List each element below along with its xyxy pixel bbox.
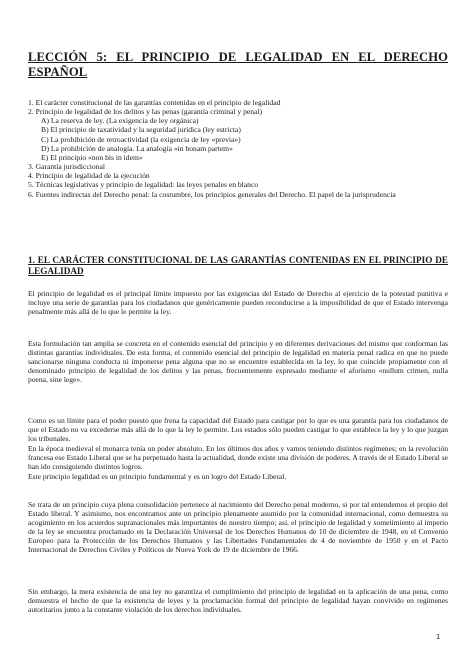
body-paragraph: En la época medieval el monarca tenía un poder absoluto. En los últimos dos años y vamos teniendo distintos regímenes; en la revolución francesa ese Estado Liberal que se ha perpetuado hasta la actualidad, donde existe una división de poderes. A través de el Estado Liberal se han ido consiguiendo distintos logros. — [28, 444, 448, 472]
body-paragraph: Este principio legalidad es un principio fundamental y es un logro del Estado Liberal. — [28, 472, 287, 481]
toc-subitem: D) La prohibición de analogía. La analogía «in bonam partem» — [41, 143, 233, 153]
toc-item: 5. Técnicas legislativas y principio de legalidad: las leyes penales en blanco — [28, 180, 259, 190]
toc-item: 2. Principio de legalidad de los delitos y las penas (garantía criminal y penal) — [28, 107, 263, 117]
toc-item: 6. Fuentes indirectas del Derecho penal: la costumbre, los principios generales del Derecho. El papel de la jurisprudencia — [28, 189, 396, 199]
toc-item: 3. Garantía jurisdiccional — [28, 162, 105, 172]
toc-subitem: B) El principio de taxatividad y la seguridad jurídica (ley estricta) — [41, 125, 241, 135]
section-heading: 1. EL CARÁCTER CONSTITUCIONAL DE LAS GARANTÍAS CONTENIDAS EN EL PRINCIPIO DE LEGALIDAD — [28, 255, 448, 276]
toc-subitem: E) El principio «non bis in idem» — [41, 152, 143, 162]
toc-subitem: C) La prohibición de retroactividad (la exigencia de ley «previa») — [41, 134, 241, 144]
toc-item: 4. Principio de legalidad de la ejecución — [28, 171, 150, 181]
toc-subitem: A) La reserva de ley. (La exigencia de ley orgánica) — [41, 116, 199, 126]
body-paragraph: El principio de legalidad es el principal límite impuesto por las exigencias del Estado de Derecho al ejercicio de la potestad punitiva e incluye una serie de garantías para los ciudadanos que genéricamente pueden reconducirse a la imposibilidad de que el Estado intervenga penalmente más allá de lo que le permite la ley. — [28, 289, 448, 317]
body-paragraph: Sin embargo, la mera existencia de una ley no garantiza el cumplimiento del principio de legalidad en la aplicación de una pena, como demuestra el hecho de que la existencia de leyes y la proclamación formal del principio de legalidad hayan convivido en regímenes autoritarios junto a la constante violación de los derechos individuales. — [28, 587, 448, 615]
table-of-contents — [28, 98, 448, 199]
body-paragraph: Como es un límite para el poder puesto que frena la capacidad del Estado para castigar por lo que es una garantía para los ciudadanos de que el Estado no va excederse más allá de lo que la ley le permite. Los estados sólo pueden castigar lo que establece la ley y lo que juzgan los tribunales. — [28, 416, 448, 444]
toc-item: 1. El carácter constitucional de las garantías contenidas en el principio de legalidad — [28, 98, 281, 107]
lesson-title-line-2: ESPAÑOL — [28, 65, 88, 79]
body-paragraph: Esta formulación tan amplia se concreta en el contenido esencial del principio y en diferentes derivaciones del mismo que conforman las distintas garantías individuales. De esta forma, el contenido esencial del principio de legalidad en materia penal radica en que no puede sancionarse ninguna conducta ni imponerse pena alguna que no se encuentre establecida en la ley, lo que coincide propiamente con el denominado principio de legalidad de los delitos y las penas, frecuentemente expresado mediante el aforismo «nullum crimen, nulla poena, sine lege». — [28, 339, 448, 385]
body-paragraph: Se trata de un principio cuya plena consolidación pertenece al nacimiento del Derecho penal moderno, si por tal entendemos el propio del Estado liberal. Y asimismo, nos encontramos ante un principio plenamente asumido por la comunidad internacional, como demuestra su acogimiento en los acuerdos supranacionales más importantes de nuestro tiempo; así, el principio de legalidad y sometimiento al imperio de la ley se encuentra proclamado en la Declaración Universal de los Derechos Humanos de 10 de diciembre de 1948, en el Convenio Europeo para la Protección de los Derechos Humanos y las Libertades Fundamentales de 4 de noviembre de 1950 y en el Pacto Internacional de Derechos Civiles y Políticos de Nueva York de 19 de diciembre de 1966. — [28, 500, 448, 555]
lesson-title — [28, 50, 448, 80]
page-number: 1 — [436, 632, 441, 641]
lesson-title-line-1: LECCIÓN 5: EL PRINCIPIO DE LEGALIDAD EN EL DERECHO — [28, 50, 448, 64]
